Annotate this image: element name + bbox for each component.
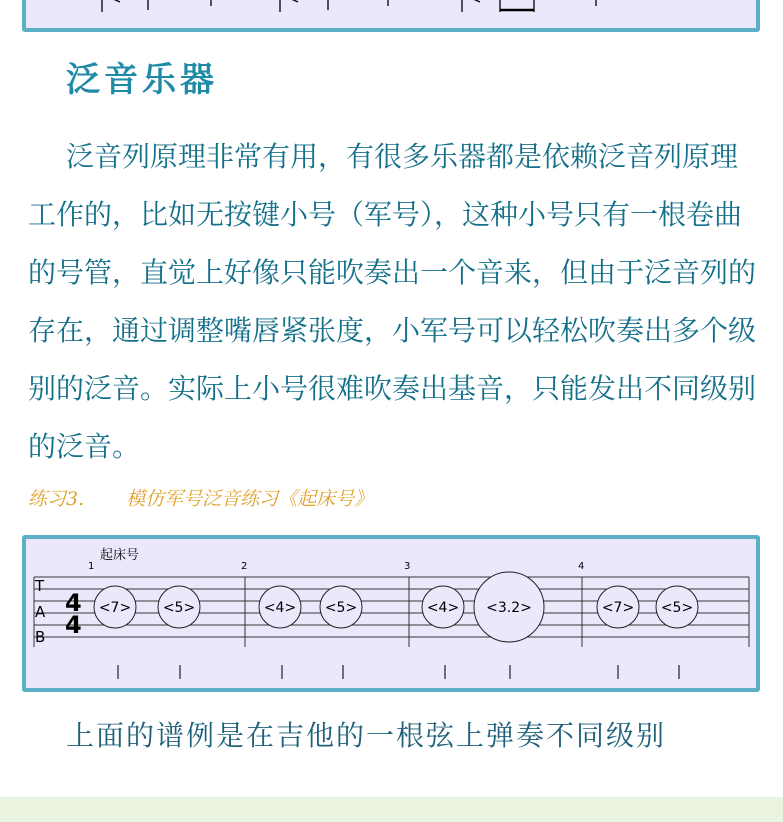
measure-number-4: 4 [578, 561, 585, 572]
top-score-frame [22, 0, 760, 32]
tab-score-frame [22, 535, 760, 692]
tab-letter-b: B [35, 628, 46, 646]
note-m1-2: <5> [162, 600, 196, 616]
measure-number-3: 3 [404, 561, 411, 572]
note-m3-2: <3.2> [486, 600, 532, 616]
exercise-label: 练习3. [28, 488, 85, 510]
measure-number-2: 2 [241, 561, 248, 572]
note-m4-2: <5> [660, 600, 694, 616]
tab-letter-t: T [35, 577, 45, 595]
continuation-text: 上面的谱例是在吉他的一根弦上弹奏不同级别 [66, 719, 667, 752]
section-title: 泛音乐器 [66, 60, 218, 100]
note-m2-1: <4> [263, 600, 297, 616]
bottom-band [0, 797, 783, 822]
note-m3-1: <4> [426, 600, 460, 616]
measure-number-1: 1 [88, 561, 95, 572]
exercise-title: 模仿军号泛音练习《起床号》 [126, 488, 374, 510]
note-m2-2: <5> [324, 600, 358, 616]
flag [102, 0, 120, 2]
body-paragraph: 泛音列原理非常有用，有很多乐器都是依赖泛音列原理工作的，比如无按键小号（军号），这种小号只有一根卷曲的号管，直觉上好像只能吹奏出一个音来，但由于泛音列的存在，通过调整嘴唇紧张度，小军号可以轻松吹奏出多个级别的泛音。实际上小号很难吹奏出基音，只能发出不同级别的泛音。 [28, 140, 757, 463]
song-title: 起床号 [100, 548, 140, 563]
note-m4-1: <7> [601, 600, 635, 616]
flag [462, 0, 480, 2]
time-sig-bottom: 4 [65, 611, 82, 639]
top-score-fragment [26, 0, 756, 28]
tab-letter-a: A [35, 603, 46, 621]
tab-score [26, 539, 756, 688]
flag [280, 0, 298, 2]
note-m1-1: <7> [98, 600, 132, 616]
exercise-caption [28, 484, 373, 511]
time-sig-top: 4 [65, 589, 82, 617]
